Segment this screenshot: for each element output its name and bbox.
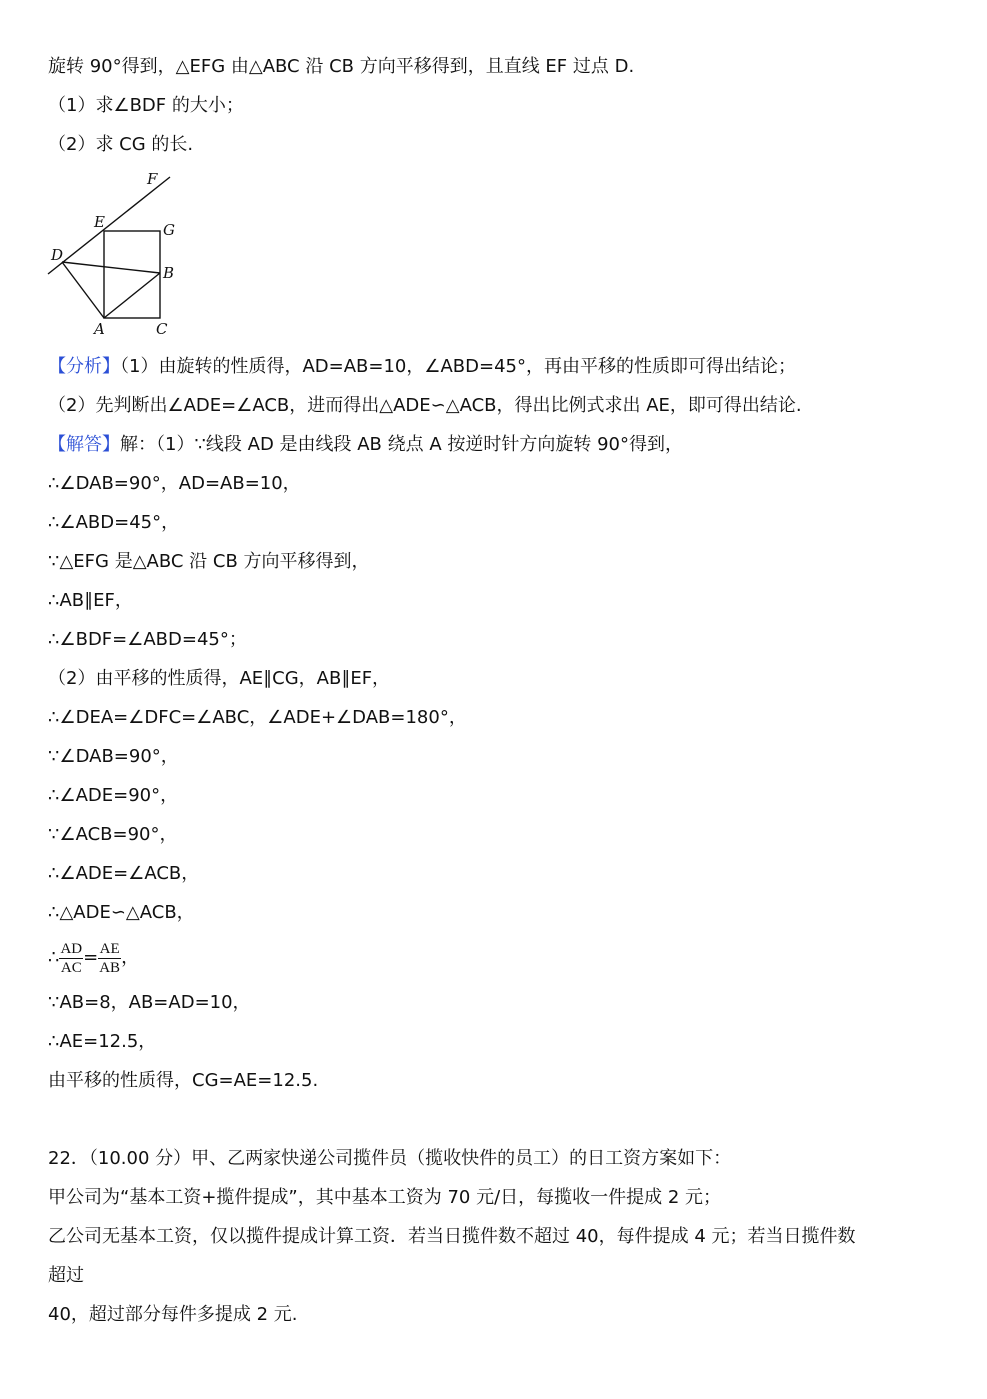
solution-step: ∴AE=12.5， [48, 1031, 157, 1052]
problem-text-line: 旋转 90°得到，△EFG 由△ABC 沿 CB 方向平移得到，且直线 EF 过点 D. [48, 56, 635, 77]
geometry-diagram [44, 168, 194, 338]
segment-ab [104, 273, 160, 318]
fraction-ae-ab [98, 940, 121, 977]
fraction-ad-ac [59, 940, 83, 977]
problem22-line: 甲公司为“基本工资+揽件提成”，其中基本工资为 70 元/日，每揽收一件提成 2 元； [48, 1187, 722, 1208]
label-c: C [156, 320, 168, 338]
label-f: F [147, 170, 158, 188]
solution-step: ∴△ADE∽△ACB， [48, 902, 195, 923]
solution-step: ∵∠DAB=90°， [48, 746, 179, 767]
solution-step: ∴∠DAB=90°，AD=AB=10， [48, 473, 301, 494]
equals-sign: = [83, 947, 99, 968]
solution-intro [48, 433, 683, 457]
segment-da [62, 262, 104, 318]
solution-step: ∴∠ADE=∠ACB， [48, 863, 200, 884]
solution-step: ∴∠DEA=∠DFC=∠ABC，∠ADE+∠DAB=180°， [48, 707, 467, 728]
problem22-header: 22．（10.00 分）甲、乙两家快递公司揽件员（揽收快件的员工）的日工资方案如下： [48, 1148, 732, 1169]
solution-step: （2）由平移的性质得，AE∥CG，AB∥EF， [48, 668, 391, 689]
fraction-comma: ， [121, 947, 140, 968]
rectangle-aegc [104, 231, 160, 318]
label-d: D [51, 246, 64, 264]
solution-step: ∴AB∥EF， [48, 590, 133, 611]
segment-db [62, 262, 160, 273]
solution-step: ∵AB=8，AB=AD=10， [48, 992, 251, 1013]
fraction-numerator: AE [99, 940, 120, 957]
analysis-line-1 [48, 355, 796, 379]
problem22-line: 超过 [48, 1265, 84, 1286]
label-e: E [94, 213, 105, 231]
solution-step: ∴∠BDF=∠ABD=45°； [48, 629, 247, 650]
solution-step: ∴∠ABD=45°， [48, 512, 180, 533]
fraction-denominator: AC [60, 959, 82, 976]
fraction-denominator: AB [99, 959, 121, 976]
label-g: G [163, 221, 175, 239]
therefore-symbol: ∴ [48, 947, 60, 968]
proportion-equation [48, 938, 139, 978]
analysis-line-2: （2）先判断出∠ADE=∠ACB，进而得出△ADE∽△ACB，得出比例式求出 AE，即可得出结论. [48, 395, 802, 416]
analysis-tag: 【分析】 [48, 356, 120, 377]
label-b: B [163, 264, 175, 282]
fraction-numerator: AD [60, 940, 83, 957]
question-2: （2）求 CG 的长. [48, 134, 194, 155]
solution-step: ∴∠ADE=90°， [48, 785, 179, 806]
problem22-line: 乙公司无基本工资，仅以揽件提成计算工资．若当日揽件数不超过 40，每件提成 4 元；若当日揽件数 [48, 1226, 856, 1247]
solution-tag: 【解答】 [48, 434, 120, 455]
solution-intro-text: 解：（1）∵线段 AD 是由线段 AB 绕点 A 按逆时针方向旋转 90°得到， [120, 434, 684, 455]
question-1: （1）求∠BDF 的大小； [48, 95, 244, 116]
problem22-line: 40，超过部分每件多提成 2 元. [48, 1304, 298, 1325]
geometry-figure [44, 168, 194, 343]
analysis-text-1: （1）由旋转的性质得，AD=AB=10，∠ABD=45°，再由平移的性质即可得出结论； [120, 356, 796, 377]
solution-step: ∵△EFG 是△ABC 沿 CB 方向平移得到， [48, 551, 370, 572]
solution-conclusion: 由平移的性质得，CG=AE=12.5. [48, 1070, 319, 1091]
solution-step: ∵∠ACB=90°， [48, 824, 178, 845]
line-df [48, 177, 170, 274]
label-a: A [94, 320, 105, 338]
